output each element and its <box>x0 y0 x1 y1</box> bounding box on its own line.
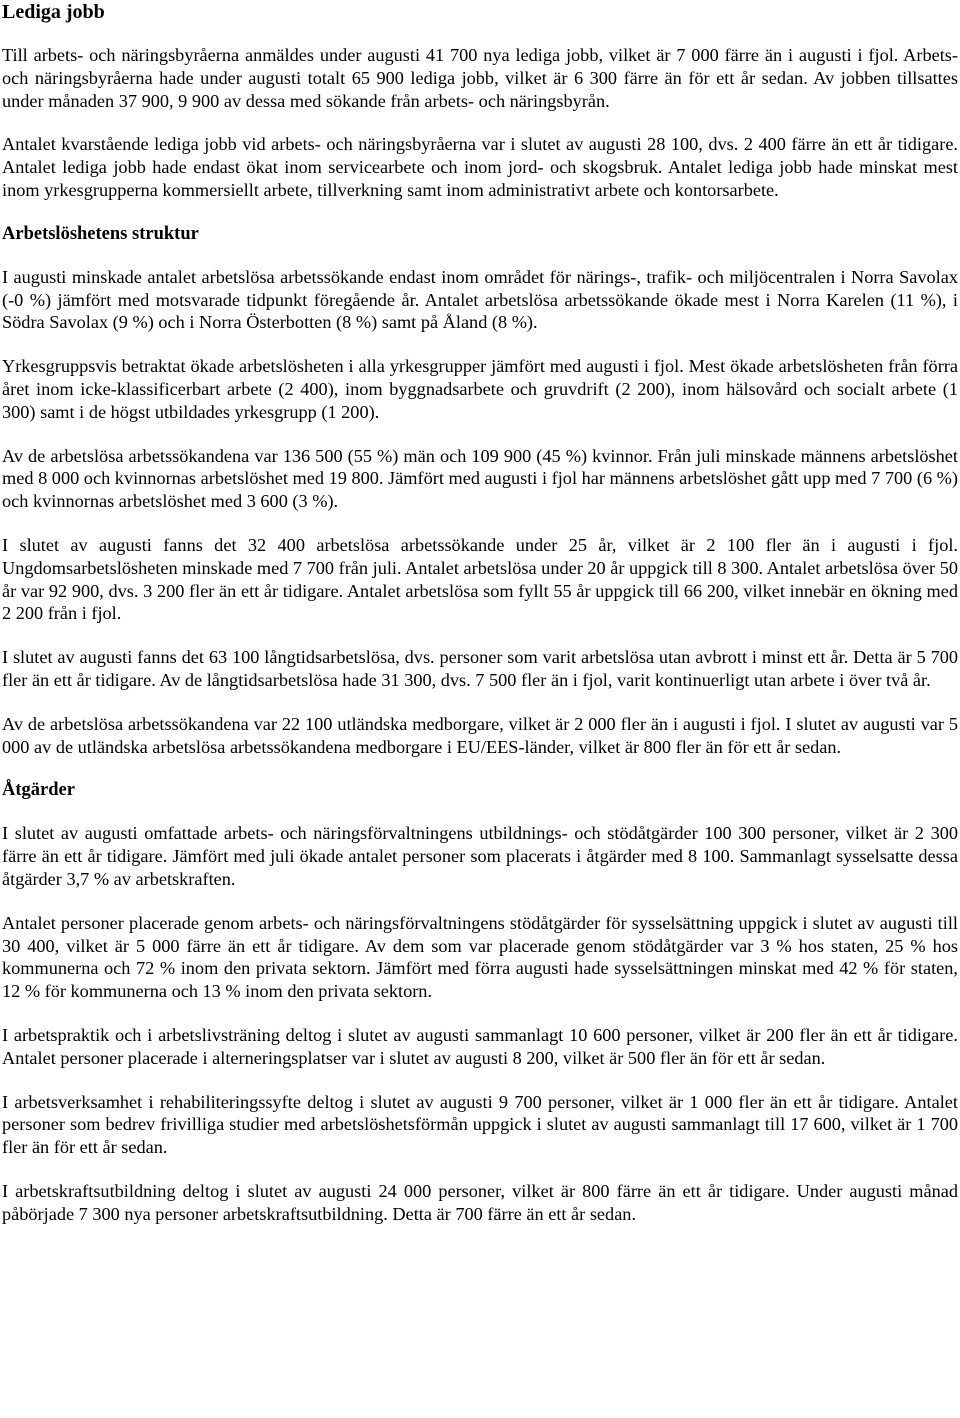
section-arbetsloshetens-struktur <box>2 223 958 759</box>
paragraph-struktur-1: I augusti minskade antalet arbetslösa arbetssökande endast inom området för närings-, trafik- och miljöcentralen i Norra Savolax (-0 %) jämfört med motsvarade tidpunkt föregående år. Antalet arbetslösa arbetssökande ökade mest i Norra Karelen (11 %), i Södra Savolax (9 %) och i Norra Österbotten (8 %) samt på Åland (8 %). <box>2 266 958 333</box>
paragraph-struktur-4: I slutet av augusti fanns det 32 400 arbetslösa arbetssökande under 25 år, vilket är 2 100 fler än i augusti i fjol. Ungdomsarbetslösheten minskade med 7 700 från juli. Antalet arbetslösa under 20 år uppgick till 8 300. Antalet arbetslösa över 50 år var 92 900, dvs. 3 200 fler än ett år tidigare. Antalet arbetslösa som fyllt 55 år uppgick till 66 200, vilket innebär en ökning med 2 200 från i fjol. <box>2 534 958 624</box>
paragraph-struktur-6: Av de arbetslösa arbetssökandena var 22 100 utländska medborgare, vilket är 2 000 fler än i augusti i fjol. I slutet av augusti var 5 000 av de utländska arbetslösa arbetssökandena medborgare i EU/EES-länder, vilket är 800 fler än för ett år sedan. <box>2 713 958 757</box>
paragraph-struktur-5: I slutet av augusti fanns det 63 100 långtidsarbetslösa, dvs. personer som varit arbetslösa utan avbrott i minst ett år. Detta är 5 700 fler än ett år tidigare. Av de långtidsarbetslösa hade 31 300, dvs. 7 500 fler än i fjol, varit kontinuerligt utan arbete i över två år. <box>2 647 958 690</box>
paragraph-atgarder-4: I arbetsverksamhet i rehabiliteringssyfte deltog i slutet av augusti 9 700 personer, vilket är 1 000 fler än ett år tidigare. Antalet personer som bedrev frivilliga studier med arbetslöshetsförmån uppgick i slutet av augusti sammanlagt till 17 600, vilket är 1 700 fler än för ett år sedan. <box>2 1091 958 1158</box>
section-heading-arbetsloshetens-struktur: Arbetslöshetens struktur <box>2 223 199 244</box>
intro-section <box>2 44 958 202</box>
paragraph-atgarder-5: I arbetskraftsutbildning deltog i slutet av augusti 24 000 personer, vilket är 800 färre än ett år tidigare. Under augusti månad påbörjade 7 300 nya personer arbetskraftsutbildning. Detta är 700 färre än ett år sedan. <box>2 1180 958 1224</box>
paragraph-struktur-3: Av de arbetslösa arbetssökandena var 136 500 (55 %) män och 109 900 (45 %) kvinnor. Från juli minskade männens arbetslöshet med 8 000 och kvinnornas arbetslöshet med 19 800. Jämfört med augusti i fjol har männens arbetslöshet gått upp med 7 700 (6 %) och kvinnornas arbetslöshet med 3 600 (3 %). <box>2 445 958 512</box>
paragraph-atgarder-1: I slutet av augusti omfattade arbets- och näringsförvaltningens utbildnings- och stödåtgärder 100 300 personer, vilket är 2 300 färre än ett år tidigare. Jämfört med juli ökade antalet personer som placerats i åtgärder med 8 100. Sammanlagt sysselsatte dessa åtgärder 3,7 % av arbetskraften. <box>2 823 958 889</box>
paragraph-atgarder-2: Antalet personer placerade genom arbets- och näringsförvaltningens stödåtgärder för sysselsättning uppgick i slutet av augusti till 30 400, vilket är 5 000 färre än ett år tidigare. Av dem som var placerade genom stödåtgärder var 3 % hos staten, 25 % hos kommunerna och 72 % inom den privata sektorn. Jämfört med förra augusti hade sysselsättningen minskat med 42 % för staten, 12 % för kommunerna och 13 % inom den privata sektorn. <box>2 912 958 1002</box>
paragraph-intro-1: Till arbets- och näringsbyråerna anmäldes under augusti 41 700 nya lediga jobb, vilket är 7 000 färre än i augusti i fjol. Arbets- och näringsbyråerna hade under augusti totalt 65 900 lediga jobb, vilket är 6 300 färre än för ett år sedan. Av jobben tillsattes under månaden 37 900, 9 900 av dessa med sökande från arbets- och näringsbyrån. <box>2 45 958 111</box>
paragraph-struktur-2: Yrkesgruppsvis betraktat ökade arbetslösheten i alla yrkesgrupper jämfört med augusti i fjol. Mest ökade arbetslösheten från förra året inom icke-klassificerbart arbete (2 400), inom byggnadsarbete och gruvdrift (2 200), inom hälsovård och socialt arbete (1 300) samt i de högst utbildades yrkesgrupp (1 200). <box>2 356 958 422</box>
paragraph-intro-2: Antalet kvarstående lediga jobb vid arbets- och näringsbyråerna var i slutet av augusti 28 100, dvs. 2 400 färre än ett år tidigare. Antalet lediga jobb hade endast ökat inom servicearbete och inom jord- och skogsbruk. Antalet lediga jobb hade minskat mest inom yrkesgrupperna kommersiellt arbete, tillverkning samt inom administrativt arbete och kontorsarbete. <box>2 134 958 200</box>
page-title: Lediga jobb <box>2 1 105 23</box>
section-heading-atgarder: Åtgärder <box>2 780 75 801</box>
paragraph-atgarder-3: I arbetspraktik och i arbetslivsträning deltog i slutet av augusti sammanlagt 10 600 personer, vilket är 200 fler än ett år tidigare. Antalet personer placerade i alterneringsplatser var i slutet av augusti 8 200, vilket är 500 fler än för ett år sedan. <box>2 1024 958 1068</box>
section-atgarder <box>2 779 958 1225</box>
